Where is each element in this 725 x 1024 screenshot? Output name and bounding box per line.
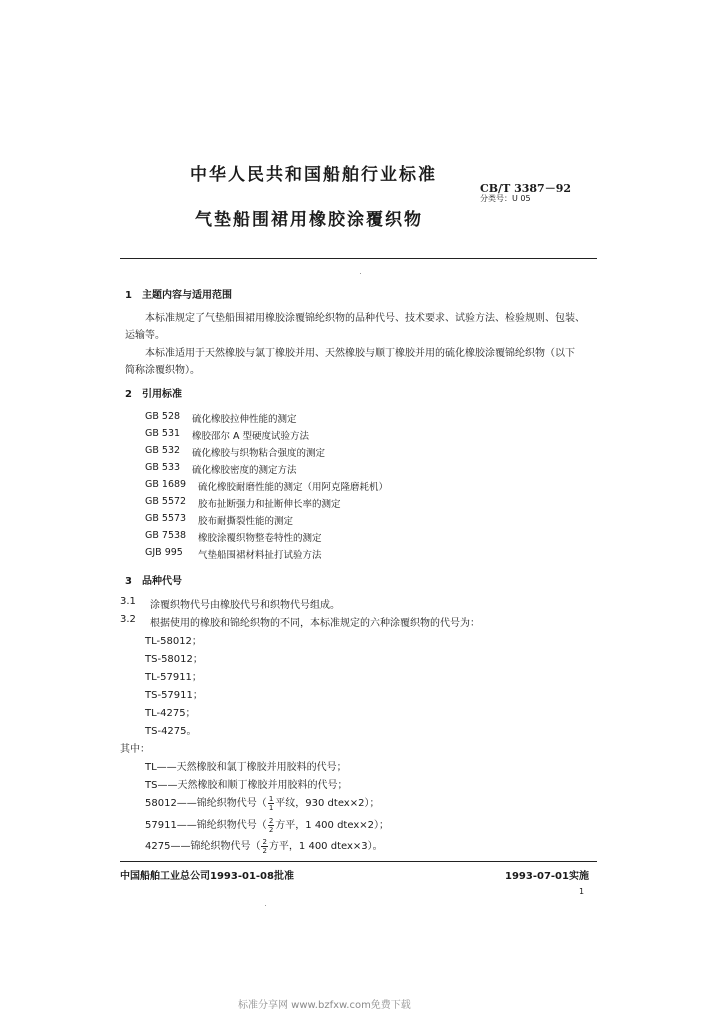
ref-title: 硫化橡胶耐磨性能的测定（用阿克隆磨耗机） [198,482,389,493]
ref-title: 橡胶涂覆织物整卷特性的测定 [198,533,322,544]
fraction-denominator: 2 [268,825,274,834]
fraction [268,817,274,834]
definition-ts: TS——天然橡胶和顺丁橡胶并用胶料的代号； [145,780,348,791]
document-title: 气垫船围裙用橡胶涂覆织物 [195,210,423,230]
fabric-code: TL-57911； [145,672,202,683]
section-3-heading: 3 品种代号 [125,576,182,587]
section-1-para2-line2: 简称涂覆织物）。 [125,365,200,376]
ref-title: 气垫船围裙材料扯打试验方法 [198,550,322,561]
ref-code: GB 533 [145,462,181,473]
section-1-para1-line2: 运输等。 [125,330,165,341]
fraction [261,838,267,855]
fraction-denominator: 1 [268,803,274,812]
definition-58012-suffix: 平纹，930 dtex×2）； [275,798,380,809]
clause-3-2-number: 3.2 [120,614,136,625]
definition-58012 [145,794,379,812]
definition-4275-prefix: 4275——锦纶织物代号（ [145,841,261,852]
classification-number: 分类号：U 05 [480,194,531,203]
ref-code: GB 1689 [145,479,187,490]
definition-4275 [145,837,383,855]
footer-rule [120,861,597,862]
fabric-code: TL-58012； [145,636,202,647]
definition-4275-suffix: 方平，1 400 dtex×3）。 [268,841,383,852]
org-title: 中华人民共和国船舶行业标准 [190,165,437,185]
fraction-numerator: 1 [268,794,274,803]
clause-3-1-number: 3.1 [120,596,136,607]
page-number: 1 [579,887,585,896]
fabric-code: TL-4275； [145,708,196,719]
fraction [268,795,274,812]
approval-line: 中国船舶工业总公司1993-01-08批准 [120,871,294,882]
ref-code: GB 531 [145,428,181,439]
definition-tl: TL——天然橡胶和氯丁橡胶并用胶料的代号； [145,762,347,773]
scan-speck [265,905,266,906]
fabric-code: TS-57911； [145,690,203,701]
section-2-heading: 2 引用标准 [125,389,182,400]
section-1-para2-line1: 本标准适用于天然橡胶与氯丁橡胶并用、天然橡胶与顺丁橡胶并用的硫化橡胶涂覆锦纶织物（以下 [145,348,575,359]
fabric-code: TS-4275。 [145,726,197,737]
ref-code: GJB 995 [145,547,183,558]
section-1-heading: 1 主题内容与适用范围 [125,290,232,301]
definition-58012-prefix: 58012——锦纶织物代号（ [145,798,267,809]
ref-code: GB 528 [145,411,181,422]
ref-title: 胶布扯断强力和扯断伸长率的测定 [198,499,341,510]
ref-title: 硫化橡胶密度的测定方法 [192,465,297,476]
ref-code: GB 7538 [145,530,187,541]
fraction-numerator: 2 [262,837,267,846]
watermark-text: 标准分享网 www.bzfxw.com免费下载 [238,1000,411,1011]
clause-3-2-text: 根据使用的橡胶和锦纶织物的不同，本标准规定的六种涂覆织物的代号为： [150,618,480,629]
where-label: 其中： [120,744,150,755]
ref-title: 硫化橡胶拉伸性能的测定 [192,414,297,425]
fabric-code: TS-58012； [145,654,203,665]
fraction-numerator: 2 [268,816,274,825]
definition-57911 [145,816,389,834]
ref-title: 硫化橡胶与织物粘合强度的测定 [192,448,326,459]
section-1-para1-line1: 本标准规定了气垫船围裙用橡胶涂覆锦纶织物的品种代号、技术要求、试验方法、检验规则、包装、 [145,313,585,324]
ref-title: 胶布耐撕裂性能的测定 [198,516,294,527]
ref-code: GB 532 [145,445,181,456]
scan-speck [360,273,361,274]
effective-date: 1993-07-01实施 [505,871,589,882]
definition-57911-suffix: 方平，1 400 dtex×2）； [275,820,389,831]
header-rule [120,258,597,259]
ref-code: GB 5572 [145,496,187,507]
fraction-denominator: 2 [262,846,267,855]
ref-title: 橡胶邵尔 A 型硬度试验方法 [192,431,310,442]
ref-code: GB 5573 [145,513,187,524]
definition-57911-prefix: 57911——锦纶织物代号（ [145,820,267,831]
clause-3-1-text: 涂覆织物代号由橡胶代号和织物代号组成。 [150,600,340,611]
standard-code: CB/T 3387－92 [480,182,572,195]
